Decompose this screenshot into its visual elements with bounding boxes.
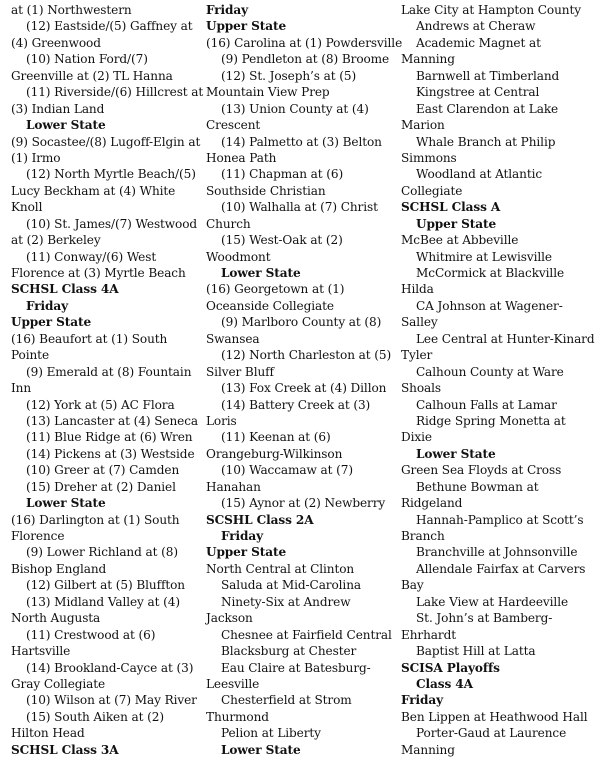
matchup-line: (3) Indian Land <box>11 101 105 116</box>
matchup-line: (9) Marlboro County at (8) <box>221 315 382 330</box>
matchup-line: Green Sea Floyds at Cross <box>401 463 562 478</box>
matchup-line: (11) Chapman at (6) <box>221 167 344 182</box>
matchup-line: (15) West-Oak at (2) <box>221 233 343 248</box>
matchup-line: Lucy Beckham at (4) White <box>11 183 176 198</box>
matchup-line: Whitmire at Lewisville <box>416 249 552 264</box>
matchup-line: Barnwell at Timberland <box>416 68 560 83</box>
matchup-line: Calhoun Falls at Lamar <box>416 397 557 412</box>
matchup-line: Pointe <box>11 348 50 363</box>
section-heading: Friday <box>26 298 69 313</box>
matchup-line: Saluda at Mid-Carolina <box>221 578 362 593</box>
matchup-line: (9) Emerald at (8) Fountain <box>26 364 192 379</box>
matchup-line: (13) Union County at (4) <box>221 101 369 116</box>
matchup-line: (12) Eastside/(5) Gaffney at <box>26 19 193 34</box>
matchup-line: Swansea <box>206 331 260 346</box>
matchup-line: North Central at Clinton <box>206 561 355 576</box>
matchup-line: Pelion at Liberty <box>221 726 321 741</box>
matchup-line: Bishop England <box>11 561 107 576</box>
section-heading: Upper State <box>416 216 497 231</box>
matchup-line: Branchville at Johnsonville <box>416 545 578 560</box>
section-heading: Lower State <box>416 446 496 461</box>
matchup-line: Jackson <box>206 611 253 626</box>
matchup-line: (11) Blue Ridge at (6) Wren <box>26 430 193 445</box>
section-heading: SCHSL Class 4A <box>11 282 119 297</box>
matchup-line: McCormick at Blackville <box>416 266 565 280</box>
matchup-line: (15) Aynor at (2) Newberry <box>221 496 386 511</box>
matchup-line: Chesnee at Fairfield Central <box>221 627 392 642</box>
matchup-line: North Augusta <box>11 611 101 626</box>
section-heading: Lower State <box>221 742 301 757</box>
matchup-line: Leesville <box>206 676 260 691</box>
matchup-line: (14) Pickens at (3) Westside <box>26 446 195 461</box>
matchup-line: (10) Greer at (7) Camden <box>26 463 180 478</box>
matchup-line: (11) Conway/(6) West <box>26 249 157 264</box>
matchup-line: Thurmond <box>206 709 269 724</box>
matchup-line: Honea Path <box>206 150 277 165</box>
matchup-line: (12) North Myrtle Beach/(5) <box>26 167 196 182</box>
matchup-line: (15) South Aiken at (2) <box>26 709 164 724</box>
matchup-line: Hannah-Pamplico at Scott’s <box>416 512 584 527</box>
matchup-line: Allendale Fairfax at Carvers <box>416 561 586 576</box>
matchup-line: (4) Greenwood <box>11 35 101 50</box>
matchup-line: at (1) Northwestern <box>11 3 132 17</box>
matchup-line: Lee Central at Hunter-Kinard <box>416 331 595 346</box>
column-1 <box>11 2 204 758</box>
matchup-line: East Clarendon at Lake <box>416 101 559 116</box>
matchup-line: Manning <box>401 742 455 757</box>
matchup-line: Chesterfield at Strom <box>221 693 352 708</box>
matchup-line: Dixie <box>401 430 432 445</box>
section-heading: Friday <box>221 529 264 543</box>
matchup-line: Florence <box>11 529 65 543</box>
matchup-line: (10) Nation Ford/(7) <box>26 52 148 67</box>
matchup-line: Bay <box>401 578 424 593</box>
section-heading: Upper State <box>206 545 287 560</box>
matchup-line: (16) Georgetown at (1) <box>206 282 345 297</box>
matchup-line: Silver Bluff <box>206 364 274 379</box>
matchup-line: Inn <box>11 381 32 396</box>
matchup-line: Salley <box>401 315 438 330</box>
matchup-line: Southside Christian <box>206 183 326 198</box>
matchup-line: (15) Dreher at (2) Daniel <box>26 479 176 494</box>
matchup-line: (10) St. James/(7) Westwood <box>26 216 198 231</box>
matchup-line: Greenville at (2) TL Hanna <box>11 68 173 83</box>
section-heading: Friday <box>401 693 444 708</box>
matchup-line: McBee at Abbeville <box>401 233 519 248</box>
matchup-line: Ridgeland <box>401 496 463 511</box>
matchup-line: Andrews at Cheraw <box>416 19 536 34</box>
matchup-line: Hanahan <box>206 479 261 494</box>
matchup-line: Academic Magnet at <box>416 35 541 50</box>
matchup-line: (10) Wilson at (7) May River <box>26 693 197 708</box>
matchup-line: (16) Carolina at (1) Powdersville <box>206 35 403 50</box>
matchup-line: (11) Crestwood at (6) <box>26 627 156 642</box>
section-heading: SCHSL Class A <box>401 200 501 215</box>
matchup-line: Eau Claire at Batesburg- <box>221 660 371 675</box>
section-heading: SCISA Playoffs <box>401 660 500 675</box>
matchup-line: Ninety-Six at Andrew <box>221 594 351 609</box>
matchup-line: (11) Riverside/(6) Hillcrest at <box>26 85 204 100</box>
matchup-line: Tyler <box>401 348 433 363</box>
matchup-line: Crescent <box>206 118 261 133</box>
matchup-line: Shoals <box>401 381 442 396</box>
matchup-line: (13) Fox Creek at (4) Dillon <box>221 381 387 396</box>
matchup-line: (10) Walhalla at (7) Christ <box>221 200 378 215</box>
matchup-line: (16) Beaufort at (1) South <box>11 331 168 346</box>
column-3 <box>401 2 595 758</box>
matchup-line: Gray Collegiate <box>11 676 106 691</box>
matchup-line: at (2) Berkeley <box>11 233 101 248</box>
matchup-line: Manning <box>401 52 455 67</box>
matchup-line: Florence at (3) Myrtle Beach <box>11 266 186 280</box>
matchup-line: (12) Gilbert at (5) Bluffton <box>26 578 185 593</box>
matchup-line: (12) North Charleston at (5) <box>221 348 392 363</box>
matchup-line: (9) Lower Richland at (8) <box>26 545 178 560</box>
matchup-line: Collegiate <box>401 183 463 198</box>
matchup-line: Loris <box>206 413 237 428</box>
matchup-line: Simmons <box>401 150 457 165</box>
section-heading: Lower State <box>26 118 106 133</box>
matchup-line: Hartsville <box>11 644 71 659</box>
matchup-line: Woodmont <box>206 249 271 264</box>
matchup-line: Whale Branch at Philip <box>416 134 556 149</box>
matchup-line: Bethune Bowman at <box>416 479 539 494</box>
matchup-line: (14) Palmetto at (3) Belton <box>221 134 382 149</box>
matchup-line: (1) Irmo <box>11 150 61 165</box>
section-heading: Friday <box>206 3 249 17</box>
matchup-line: Ben Lippen at Heathwood Hall <box>401 709 588 724</box>
matchup-line: (14) Brookland-Cayce at (3) <box>26 660 194 675</box>
matchup-line: (12) St. Joseph’s at (5) <box>221 68 357 83</box>
section-heading: SCHSL Class 3A <box>11 742 119 757</box>
matchup-line: (9) Pendleton at (8) Broome <box>221 52 390 67</box>
matchup-line: (16) Darlington at (1) South <box>11 512 180 527</box>
matchup-line: (9) Socastee/(8) Lugoff-Elgin at <box>11 134 201 149</box>
section-heading: Upper State <box>206 19 287 34</box>
matchup-line: Baptist Hill at Latta <box>416 644 536 659</box>
matchup-line: Hilda <box>401 282 434 297</box>
section-heading: Lower State <box>221 266 301 280</box>
matchup-line: Branch <box>401 529 445 543</box>
matchup-line: Porter-Gaud at Laurence <box>416 726 567 741</box>
matchup-line: St. John’s at Bamberg- <box>416 611 553 626</box>
matchup-line: Blacksburg at Chester <box>221 644 357 659</box>
section-heading: Upper State <box>11 315 92 330</box>
matchup-line: Oceanside Collegiate <box>206 298 334 313</box>
matchup-line: Woodland at Atlantic <box>416 167 543 182</box>
matchup-line: Mountain View Prep <box>206 85 330 100</box>
matchup-line: (13) Midland Valley at (4) <box>26 594 180 609</box>
matchup-line: (11) Keenan at (6) <box>221 430 331 445</box>
matchup-line: (12) York at (5) AC Flora <box>26 397 175 412</box>
matchup-line: (10) Waccamaw at (7) <box>221 463 353 478</box>
section-heading: SCSHL Class 2A <box>206 512 314 527</box>
matchup-line: Kingstree at Central <box>416 85 540 100</box>
matchup-line: Knoll <box>11 200 43 215</box>
matchup-line: Ridge Spring Monetta at <box>416 413 566 428</box>
matchup-line: Marion <box>401 118 445 133</box>
column-2 <box>206 2 403 758</box>
matchup-line: Church <box>206 216 251 231</box>
section-heading: Lower State <box>26 496 106 511</box>
matchup-line: Ehrhardt <box>401 627 456 642</box>
matchup-line: (14) Battery Creek at (3) <box>221 397 371 412</box>
matchup-line: Lake View at Hardeeville <box>416 594 569 609</box>
matchup-line: CA Johnson at Wagener- <box>416 298 563 313</box>
section-heading: Class 4A <box>416 676 473 691</box>
matchup-line: Calhoun County at Ware <box>416 364 564 379</box>
matchup-line: Lake City at Hampton County <box>401 3 581 17</box>
matchup-line: Hilton Head <box>11 726 85 741</box>
matchup-line: (13) Lancaster at (4) Seneca <box>26 413 198 428</box>
matchup-line: Orangeburg-Wilkinson <box>206 446 343 461</box>
